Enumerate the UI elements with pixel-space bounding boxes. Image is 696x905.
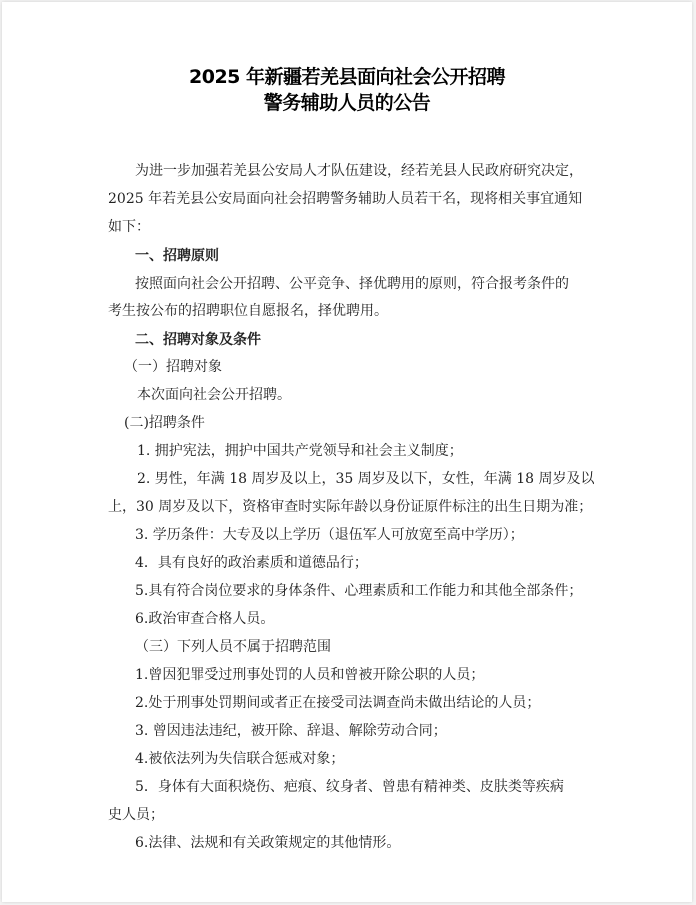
document-page bbox=[2, 2, 692, 902]
exclusion-4: 4.被依法列为失信联合惩戒对象； bbox=[135, 751, 345, 767]
section-1-text-line-2: 考生按公布的招聘职位自愿报名，择优聘用。 bbox=[108, 303, 388, 319]
exclusion-6: 6.法律、法规和有关政策规定的其他情形。 bbox=[135, 835, 401, 851]
exclusion-5-line-2: 史人员； bbox=[108, 807, 164, 823]
exclusion-2: 2.处于刑事处罚期间或者正在接受司法调查尚未做出结论的人员； bbox=[135, 695, 541, 711]
sub-3-heading: （三）下列人员不属于招聘范围 bbox=[135, 639, 331, 655]
condition-4: 4．具有良好的政治素质和道德品行； bbox=[135, 555, 368, 571]
intro-line-1: 为进一步加强若羌县公安局人才队伍建设，经若羌县人民政府研究决定， bbox=[135, 163, 583, 179]
condition-5: 5.具有符合岗位要求的身体条件、心理素质和工作能力和其他全部条件； bbox=[135, 583, 583, 599]
intro-line-2: 2025 年若羌县公安局面向社会招聘警务辅助人员若干名，现将相关事宜通知 bbox=[108, 191, 583, 207]
exclusion-3: 3. 曾因违法违纪，被开除、辞退、解除劳动合同； bbox=[135, 723, 447, 739]
title-line-1: 2025 年新疆若羌县面向社会公开招聘 bbox=[189, 66, 505, 88]
condition-6: 6.政治审查合格人员。 bbox=[135, 611, 275, 627]
section-2-heading: 二、招聘对象及条件 bbox=[135, 332, 261, 348]
sub-1-heading: （一）招聘对象 bbox=[124, 359, 222, 375]
condition-2-line-2: 上，30 周岁及以下，资格审查时实际年龄以身份证原件标注的出生日期为准； bbox=[108, 499, 593, 515]
title-line-2: 警务辅助人员的公告 bbox=[263, 92, 431, 114]
section-1-heading: 一、招聘原则 bbox=[135, 248, 219, 264]
intro-line-3: 如下： bbox=[108, 219, 150, 235]
sub-2-heading: (二)招聘条件 bbox=[124, 415, 205, 431]
condition-1: 1. 拥护宪法，拥护中国共产党领导和社会主义制度； bbox=[137, 443, 463, 459]
sub-1-text: 本次面向社会公开招聘。 bbox=[137, 387, 291, 403]
exclusion-1: 1.曾因犯罪受过刑事处罚的人员和曾被开除公职的人员； bbox=[135, 667, 485, 683]
condition-2-line-1: 2. 男性，年满 18 周岁及以上，35 周岁及以下，女性，年满 18 周岁及以 bbox=[137, 471, 595, 487]
exclusion-5-line-1: 5．身体有大面积烧伤、疤痕、纹身者、曾患有精神类、皮肤类等疾病 bbox=[135, 779, 564, 795]
condition-3: 3. 学历条件：大专及以上学历（退伍军人可放宽至高中学历）； bbox=[135, 527, 524, 543]
section-1-text-line-1: 按照面向社会公开招聘、公平竞争、择优聘用的原则，符合报考条件的 bbox=[135, 276, 569, 292]
